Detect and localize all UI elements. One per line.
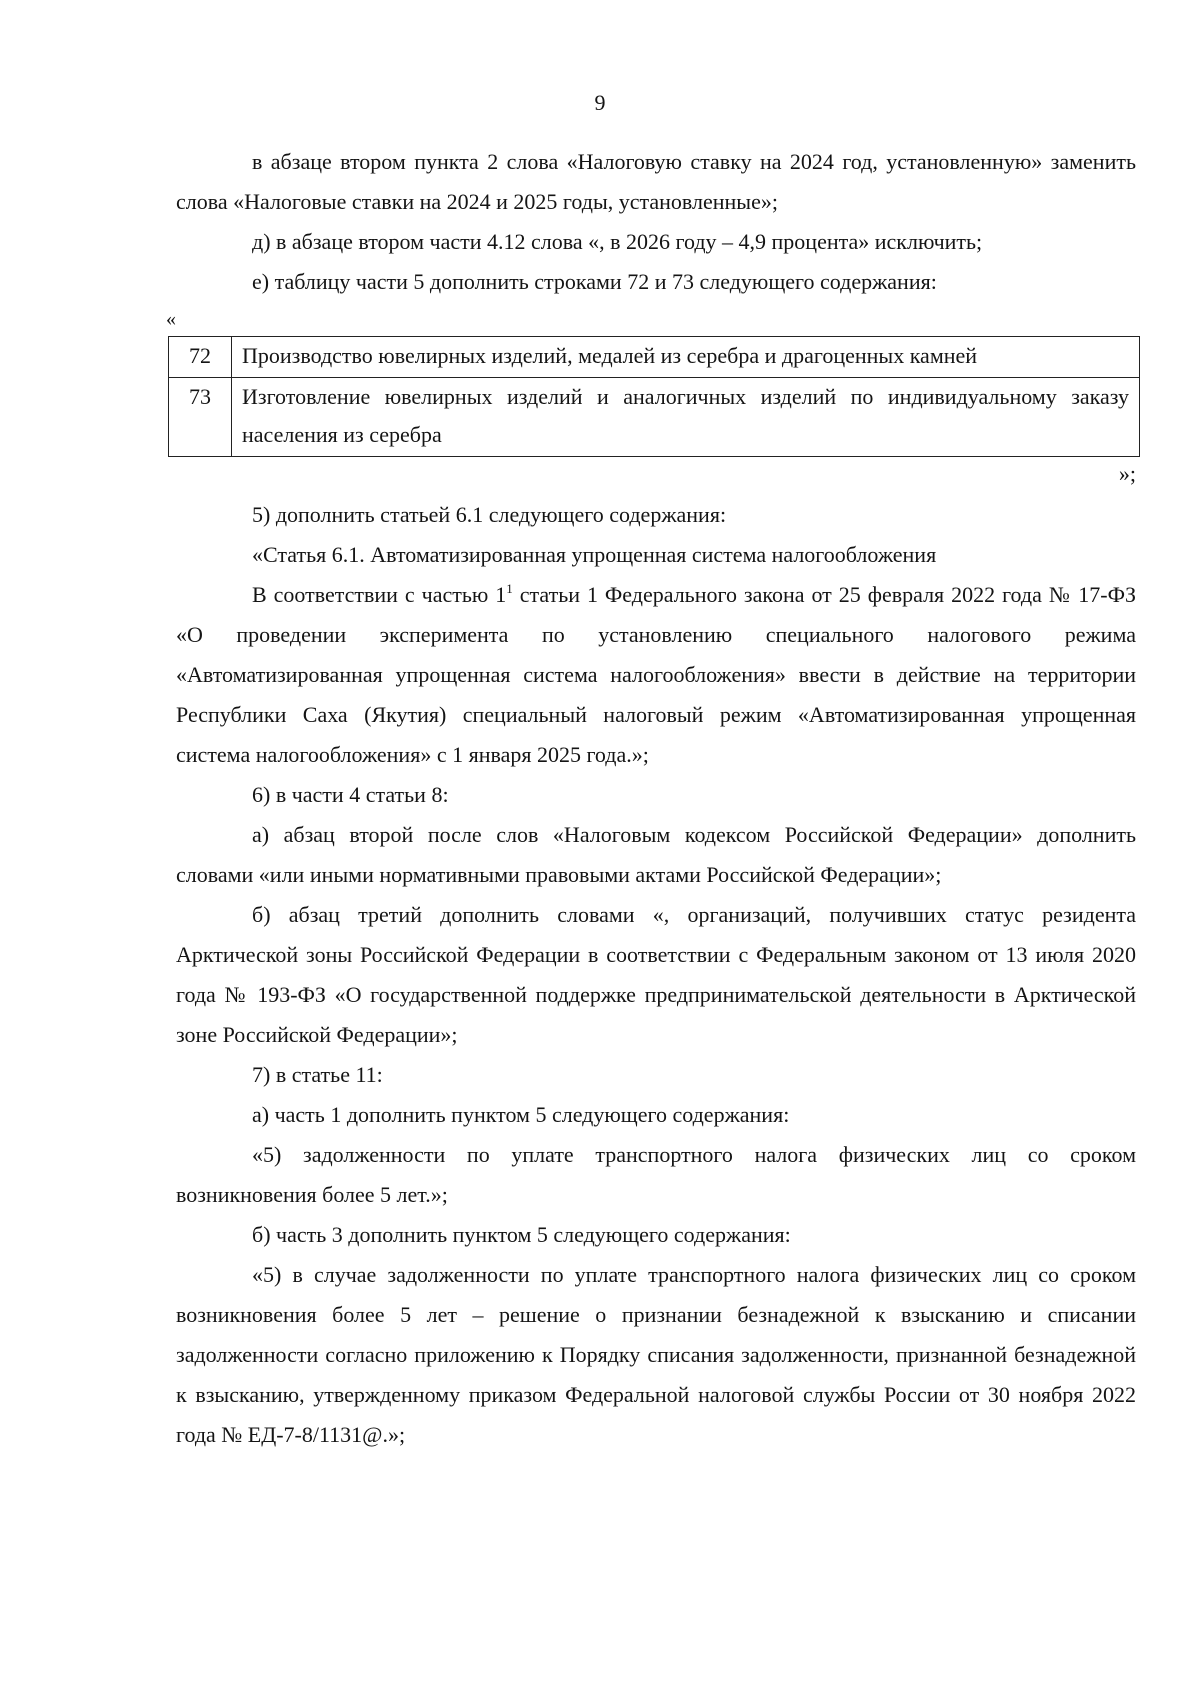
paragraph: е) таблицу части 5 дополнить строками 72 и 73 следующего содержания: bbox=[252, 269, 937, 294]
row-number: 72 bbox=[169, 337, 232, 378]
paragraph: 6) в части 4 статьи 8: bbox=[252, 782, 449, 807]
row-number: 73 bbox=[169, 378, 232, 457]
paragraph: «5) задолженности по уплате транспортного налога физических лиц со сроком возникновения более 5 лет.»; bbox=[176, 1142, 1136, 1207]
paragraph: в абзаце втором пункта 2 слова «Налоговую ставку на 2024 год, установленную» заменить слова «Налоговые ставки на 2024 и 2025 годы, установленные»; bbox=[176, 149, 1136, 214]
superscript: 1 bbox=[506, 581, 513, 596]
table-row bbox=[169, 378, 1140, 457]
paragraph: а) абзац второй после слов «Налоговым кодексом Российской Федерации» дополнить словами «или иными нормативными правовыми актами Российской Федерации»; bbox=[176, 822, 1136, 887]
row-text: Производство ювелирных изделий, медалей из серебра и драгоценных камней bbox=[232, 337, 1140, 378]
inserted-table bbox=[168, 336, 1140, 457]
paragraph: б) абзац третий дополнить словами «, организаций, получивших статус резидента Арктической зоны Российской Федерации в соответствии с Федеральным законом от 13 июля 2020 года № 193-ФЗ «О государственной поддержке предпринимательской деятельности в Арктической зоне Российской Федерации»; bbox=[176, 902, 1136, 1047]
paragraph: д) в абзаце втором части 4.12 слова «, в 2026 году – 4,9 процента» исключить; bbox=[252, 229, 983, 254]
table-open-quote: « bbox=[166, 308, 176, 330]
paragraph: б) часть 3 дополнить пунктом 5 следующего содержания: bbox=[252, 1222, 791, 1247]
paragraph: 7) в статье 11: bbox=[252, 1062, 383, 1087]
article-body-start: В соответствии с частью 1 bbox=[252, 582, 507, 607]
page-number: 9 bbox=[594, 90, 606, 115]
row-text: Изготовление ювелирных изделий и аналогичных изделий по индивидуальному заказу населения из серебра bbox=[232, 378, 1140, 457]
article-title: «Статья 6.1. Автоматизированная упрощенная система налогообложения bbox=[252, 542, 937, 567]
paragraph: а) часть 1 дополнить пунктом 5 следующего содержания: bbox=[252, 1102, 790, 1127]
article-body-rest: статьи 1 Федерального закона от 25 февраля 2022 года № 17-ФЗ «О проведении эксперимента по установлению специального налогового режима «Автоматизированная упрощенная система налогообложения» ввести в действие на территории Республики Саха (Якутия) специальный налоговый режим «Автоматизированная упрощенная система налогообложения» с 1 января 2025 года.»; bbox=[176, 582, 1136, 767]
document-body bbox=[166, 142, 1136, 1455]
paragraph: «5) в случае задолженности по уплате транспортного налога физических лиц со сроком возникновения более 5 лет – решение о признании безнадежной к взысканию и списании задолженности согласно приложению к Порядку списания задолженности, признанной безнадежной к взысканию, утвержденному приказом Федеральной налоговой службы России от 30 ноября 2022 года № ЕД-7-8/1131@.»; bbox=[176, 1262, 1136, 1447]
article-body bbox=[176, 575, 1136, 775]
table-row bbox=[169, 337, 1140, 378]
paragraph: 5) дополнить статьей 6.1 следующего содержания: bbox=[252, 502, 727, 527]
table-close-quote: »; bbox=[1118, 461, 1136, 486]
